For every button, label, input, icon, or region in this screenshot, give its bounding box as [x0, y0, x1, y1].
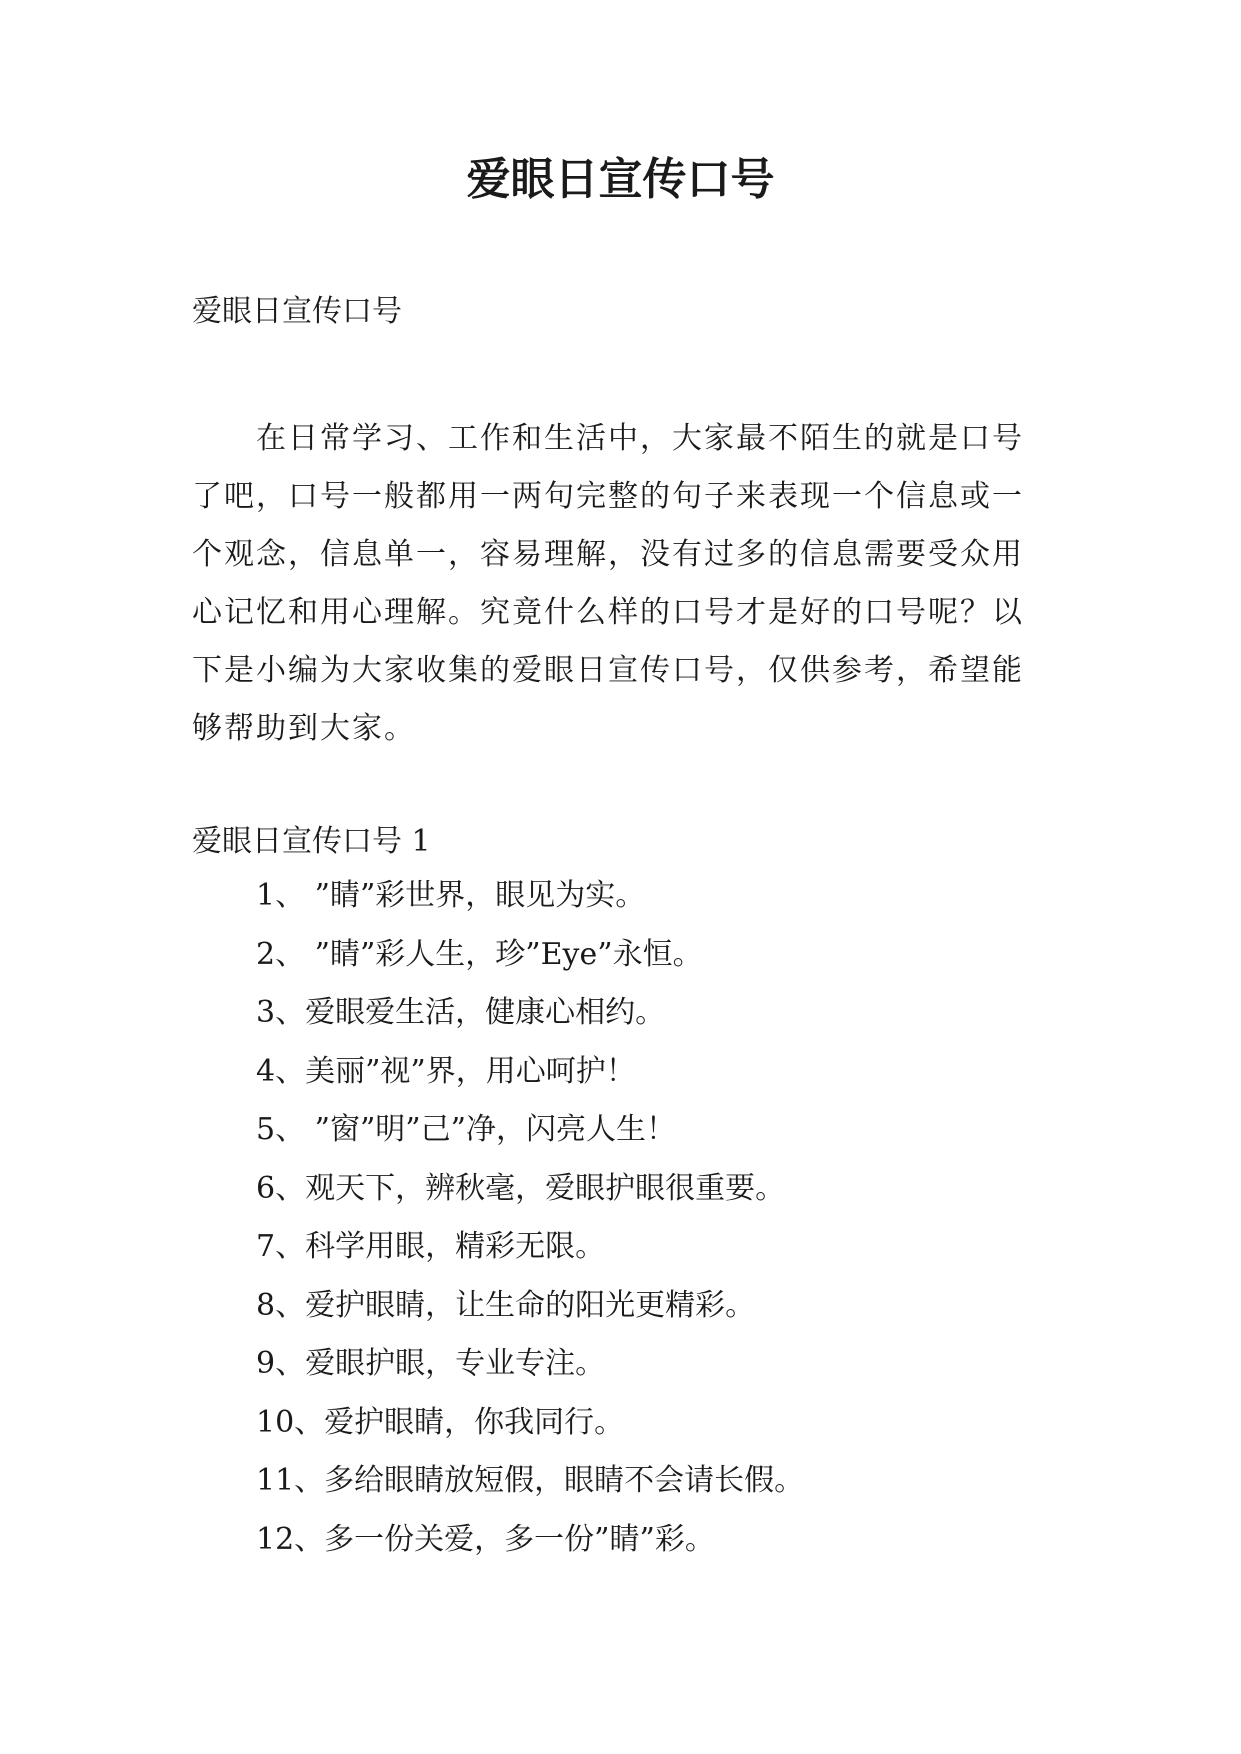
- intro-paragraph: 在日常学习、工作和生活中，大家最不陌生的就是口号了吧，口号一般都用一两句完整的句子来表现一个信息或一个观念，信息单一，容易理解，没有过多的信息需要受众用心记忆和用心理解。究竟什么样的口号才是好的口号呢？以下是小编为大家收集的爱眼日宣传口号，仅供参考，希望能够帮助到大家。: [192, 421, 1024, 746]
- document-title: 爱眼日宣传口号: [466, 154, 775, 205]
- list-item: 12、多一份关爱，多一份”睛”彩。: [256, 1521, 715, 1557]
- list-item: 1、 ”睛”彩世界，眼见为实。: [256, 878, 646, 913]
- slogan-list: [256, 876, 804, 1578]
- document-subtitle: 爱眼日宣传口号: [192, 294, 402, 329]
- list-item: 7、科学用眼，精彩无限。: [256, 1229, 606, 1264]
- list-item: 6、观天下，辨秋毫，爱眼护眼很重要。: [256, 1170, 786, 1206]
- section-heading: 爱眼日宣传口号 1: [192, 824, 431, 859]
- list-item: 2、 ”睛”彩人生，珍”Eye”永恒。: [256, 936, 703, 972]
- list-item: 5、 ”窗”明”己”净，闪亮人生！: [256, 1112, 676, 1147]
- list-item: 8、爱护眼睛，让生命的阳光更精彩。: [256, 1287, 756, 1323]
- list-item: 4、美丽”视”界，用心呵护！: [256, 1053, 636, 1089]
- list-item: 9、爱眼护眼，专业专注。: [256, 1346, 606, 1381]
- list-item: 3、爱眼爱生活，健康心相约。: [256, 995, 666, 1030]
- list-item: 10、爱护眼睛，你我同行。: [256, 1404, 625, 1440]
- list-item: 11、多给眼睛放短假，眼睛不会请长假。: [256, 1463, 805, 1498]
